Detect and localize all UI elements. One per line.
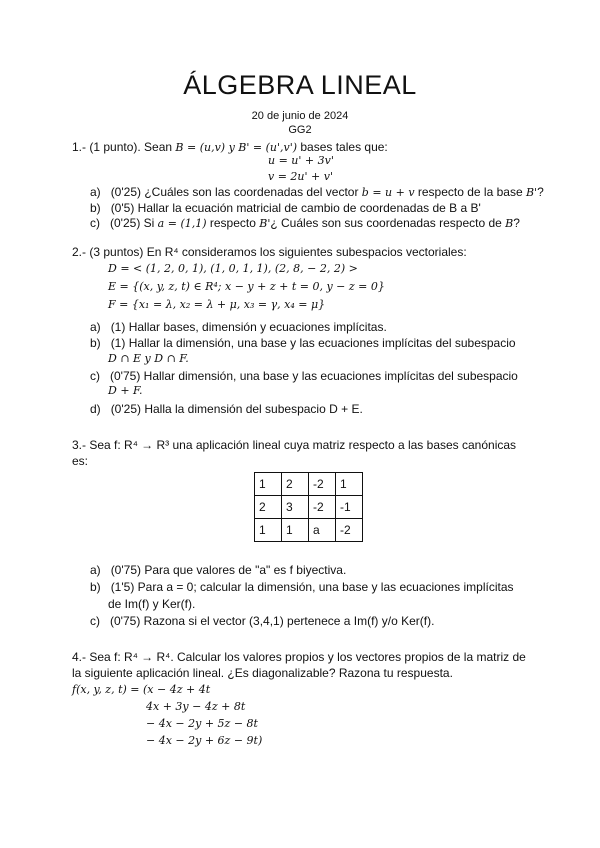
matrix-cell: -1	[336, 496, 363, 519]
matrix-cell: 1	[336, 473, 363, 496]
q2-item-b-cont: D ∩ E y D ∩ F.	[108, 352, 189, 365]
exam-date: 20 de junio de 2024	[251, 110, 349, 122]
matrix-cell: a	[309, 519, 336, 542]
q2-subspace-d: D = < (1, 2, 0, 1), (1, 0, 1, 1), (2, 8, − 2, 2) >	[108, 262, 358, 275]
q2-statement: 2.- (3 puntos) En R⁴ consideramos los siguientes subespacios vectoriales:	[72, 245, 467, 259]
q3-item-c: c) (0'75) Razona si el vector (3,4,1) pertenece a Im(f) y/o Ker(f).	[90, 614, 435, 628]
q1-equation-2: v = 2u' + v'	[268, 170, 333, 183]
q3-item-b: b) (1'5) Para a = 0; calcular la dimensión, una base y las ecuaciones implícitas	[90, 580, 514, 594]
matrix-row	[255, 496, 363, 519]
q2-item-a: a) (1) Hallar bases, dimensión y ecuaciones implícitas.	[90, 320, 387, 334]
matrix-cell: -2	[309, 496, 336, 519]
matrix-cell: 1	[282, 519, 309, 542]
q2-subspace-e: E = {(x, y, z, t) ∈ R⁴; x − y + z + t = 0, y − z = 0}	[108, 280, 385, 293]
q4-function-line1: f(x, y, z, t) = (x − 4z + 4t	[72, 683, 211, 696]
q2-subspace-f: F = {x₁ = λ, x₂ = λ + μ, x₃ = γ, x₄ = μ}	[108, 298, 326, 311]
q4-function-line3: − 4x − 2y + 5z − 8t	[146, 717, 258, 730]
matrix-cell: 2	[255, 496, 282, 519]
exam-group: GG2	[288, 124, 312, 136]
q4-function-line4: − 4x − 2y + 6z − 9t)	[146, 734, 263, 747]
matrix-cell: -2	[336, 519, 363, 542]
matrix-cell: 1	[255, 473, 282, 496]
q1-equation-1: u = u' + 3v'	[268, 154, 334, 167]
q4-statement-line1: 4.- Sea f: R⁴ → R⁴. Calcular los valores propios y los vectores propios de la matriz de	[72, 650, 526, 664]
q3-item-a: a) (0'75) Para que valores de "a" es f biyectiva.	[90, 563, 347, 577]
q1-item-c: c) (0'25) Si a = (1,1) respecto B'¿ Cuáles son sus coordenadas respecto de B?	[90, 216, 520, 230]
q2-item-d: d) (0'25) Halla la dimensión del subespacio D + E.	[90, 402, 363, 416]
matrix-row	[255, 519, 363, 542]
matrix-row	[255, 473, 363, 496]
q3-matrix	[254, 472, 363, 542]
q4-function-line2: 4x + 3y − 4z + 8t	[146, 700, 246, 713]
matrix-cell: 3	[282, 496, 309, 519]
matrix-cell: -2	[309, 473, 336, 496]
q3-item-b-cont: de Im(f) y Ker(f).	[108, 597, 196, 611]
q1-statement: 1.- (1 punto). Sean B = (u,v) y B' = (u',v') bases tales que:	[72, 140, 388, 154]
q4-statement-line2: la siguiente aplicación lineal. ¿Es diagonalizable? Razona tu respuesta.	[72, 666, 453, 680]
q2-item-b: b) (1) Hallar la dimensión, una base y las ecuaciones implícitas del subespacio	[90, 336, 516, 350]
matrix-cell: 2	[282, 473, 309, 496]
q3-statement-line2: es:	[72, 454, 89, 468]
q1-item-a: a) (0'25) ¿Cuáles son las coordenadas del vector b = u + v respecto de la base B'?	[90, 185, 544, 199]
q3-statement-line1: 3.- Sea f: R⁴ → R³ una aplicación lineal cuya matriz respecto a las bases canónicas	[72, 438, 517, 452]
q2-item-c: c) (0'75) Hallar dimensión, una base y las ecuaciones implícitas del subespacio	[90, 369, 518, 383]
q2-item-c-cont: D + F.	[108, 384, 143, 397]
page-title: ÁLGEBRA LINEAL	[183, 70, 417, 100]
q1-item-b: b) (0'5) Hallar la ecuación matricial de cambio de coordenadas de B a B'	[90, 201, 481, 215]
matrix-cell: 1	[255, 519, 282, 542]
